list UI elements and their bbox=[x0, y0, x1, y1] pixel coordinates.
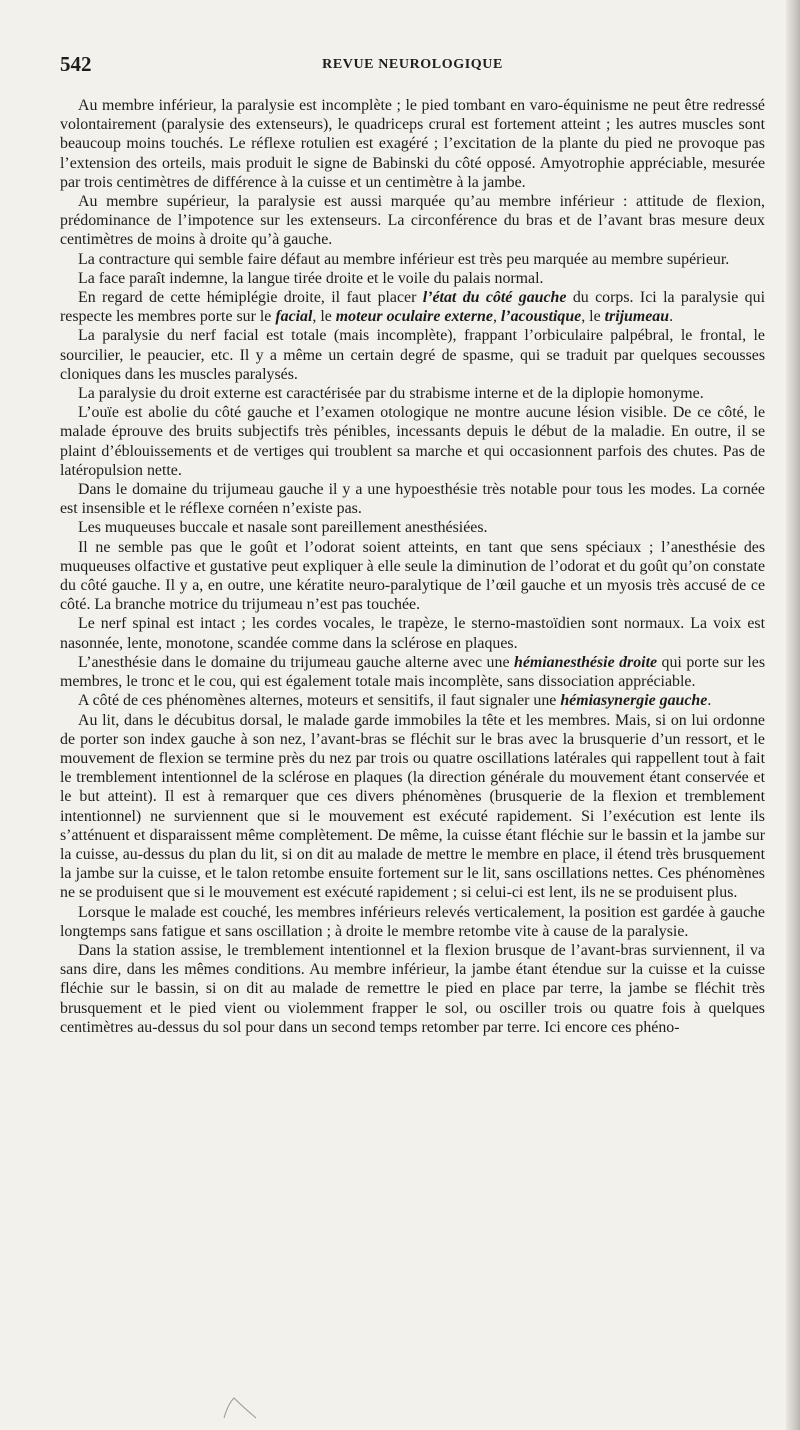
paragraph-upper-limb: Au membre supérieur, la paralysie est aussi marquée qu’au membre inférieur : attitude de flexion, prédominance de l’impotence sur les extenseurs. La circonférence du bras et de l’avant bras mesure deux centimètres de moins à droite qu’à gauche. bbox=[60, 193, 765, 249]
running-title: REVUE NEUROLOGIQUE bbox=[322, 57, 503, 72]
emphasis-trijumeau: trijumeau bbox=[604, 308, 670, 326]
text-run: . bbox=[707, 692, 712, 710]
text-run: qui porte sur les membres, le tronc et le cou, qui est également totale mais incomplète, sans dissociation appréciable. bbox=[60, 653, 765, 691]
paragraph-lower-limb: Au membre inférieur, la paralysie est incomplète ; le pied tombant en varo-équinisme ne peut être redressé volontairement (paralysie des extenseurs), le quadriceps crural est fortement atteint ; les autres muscles sont beaucoup moins touchés. Le réflexe rotulien est exagéré ; l’excitation de la plante du pied ne provoque pas l’extension des orteils, mais produit le signe de Babinski du côté opposé. Amyotrophie appréciable, mesurée par trois centimètres de différence à la cuisse et un centimètre à la jambe. bbox=[60, 97, 765, 191]
emphasis-etat-cote-gauche: l’état du côté gauche bbox=[422, 289, 567, 307]
paragraph-hemiasynergy bbox=[60, 691, 765, 710]
paragraph-lying-position: Lorsque le malade est couché, les membres inférieurs relevés verticalement, la position est gardée à gauche longtemps sans fatigue et sans oscillation ; à droite le membre retombe vite à cause de la paralysie. bbox=[60, 903, 765, 940]
paragraph-facial-nerve: La paralysie du nerf facial est totale (mais incomplète), frappant l’orbiculaire palpébral, le frontal, le sourcilier, le peaucier, etc. Il y a même un certain degré de spasme, qui se traduit par quelques secousses cloniques dans les muscles paralysés. bbox=[60, 327, 765, 383]
text-run: A côté de ces phénomènes alternes, moteurs et sensitifs, il faut signaler une bbox=[78, 692, 561, 710]
emphasis-moteur-oculaire: moteur oculaire externe bbox=[335, 308, 493, 326]
paragraph-hearing: L’ouïe est abolie du côté gauche et l’examen otologique ne montre aucune lésion visible. De ce côté, le malade éprouve des bruits subjectifs très pénibles, incessants depuis le début de la maladie. En outre, il se plaint d’éblouissements et de vertiges qui troublent sa marche et qui occasionnent parfois des chutes. Pas de latéropulsion nette. bbox=[60, 404, 765, 479]
pencil-mark-decoration bbox=[222, 1392, 262, 1422]
paragraph-mucosa: Les muqueuses buccale et nasale sont pareillement anesthésiées. bbox=[78, 519, 488, 537]
paragraph-contracture: La contracture qui semble faire défaut au membre inférieur est très peu marquée au membre supérieur. bbox=[78, 250, 730, 268]
paragraph-sitting-station: Dans la station assise, le tremblement intentionnel et la flexion brusque de l’avant-bras surviennent, il va sans dire, dans les mêmes conditions. Au membre inférieur, la jambe étant étendue sur la cuisse et la cuisse fléchie sur le bassin, si on dit au malade de remettre le pied en place par terre, la jambe se fléchit très brusquement et le pied vient ou violemment frapper le sol, ou osciller trois ou quatre fois à quelques centimètres au-dessus du sol pour dans un second temps retomber par terre. Ici encore ces phéno- bbox=[60, 941, 765, 1036]
text-run: , le bbox=[581, 308, 605, 326]
text-run: L’anesthésie dans le domaine du trijumeau gauche alterne avec une bbox=[78, 653, 514, 671]
text-run: . bbox=[669, 308, 674, 326]
paragraph-trigeminal: Dans le domaine du trijumeau gauche il y a une hypoesthésie très notable pour tous les modes. La cornée est insensible et le réflexe cornéen n’existe pas. bbox=[60, 481, 765, 518]
page-number: 542 bbox=[60, 52, 92, 76]
text-run: du corps. Ici la paralysie qui respecte les membres porte sur le bbox=[60, 289, 765, 326]
paragraph-taste-smell: Il ne semble pas que le goût et l’odorat soient atteints, en tant que sens spéciaux ; l’anesthésie des muqueuses olfactive et gustative peut expliquer à elle seule la diminution de l’odorat et du goût qu’on constate du côté gauche. Il y a, en outre, une kératite neuro-paralytique de l’œil gauche et un myosis très accusé de ce côté. La branche motrice du trijumeau n’est pas touchée. bbox=[60, 538, 765, 614]
paragraph-droit-externe: La paralysie du droit externe est caractérisée par du strabisme interne et de la diplopie homonyme. bbox=[78, 385, 704, 403]
paragraph-hemianesthesia bbox=[60, 653, 765, 691]
scan-page-edge bbox=[786, 0, 800, 1430]
text-run: , bbox=[492, 308, 501, 326]
emphasis-acoustique: l’acoustique bbox=[500, 308, 582, 326]
article-body bbox=[60, 96, 765, 1037]
emphasis-facial: facial bbox=[275, 308, 313, 326]
paragraph-decubitus: Au lit, dans le décubitus dorsal, le malade garde immobiles la tête et les membres. Mais, si on lui ordonne de porter son index gauche à son nez, l’avant-bras se fléchit sur le bras avec la brusquerie d’un ressort, et le mouvement de flexion se termine près du nez par trois ou quatre oscillations latérales qui rappellent tout à fait le tremblement intentionnel de la sclérose en plaques (la direction générale du mouvement étant conservée et le but atteint). Il est à remarquer que ces divers phénomènes (brusquerie de la flexion et tremblement intentionnel) ne surviennent que si le mouvement est exécuté rapidement. Si l’exécution est lente ils s’atténuent et disparaissent même complètement. De même, la cuisse étant fléchie sur le bassin et la jambe sur la cuisse, au-dessus du plan du lit, si on dit au malade de mettre le membre en place, il étend très brusquement la jambe sur la cuisse, et le talon retombe ensuite fortement sur le lit, sans oscillations nettes. Ces phénomènes ne se produisent que si le mouvement est exécuté rapidement ; si celui-ci est lent, ils ne se produisent plus. bbox=[60, 711, 765, 902]
paragraph-spinal-nerve: Le nerf spinal est intact ; les cordes vocales, le trapèze, le sterno-mastoïdien sont normaux. La voix est nasonnée, lente, monotone, scandée comme dans la sclérose en plaques. bbox=[60, 615, 765, 652]
emphasis-hemiasynergie-gauche: hémiasynergie gauche bbox=[560, 692, 708, 710]
paragraph-face: La face paraît indemne, la langue tirée droite et le voile du palais normal. bbox=[78, 269, 544, 287]
emphasis-hemianesthesie-droite: hémianesthésie droite bbox=[513, 653, 658, 671]
text-run: En regard de cette hémiplégie droite, il faut placer bbox=[78, 289, 423, 307]
paragraph-left-side bbox=[60, 288, 765, 326]
text-run: , le bbox=[312, 308, 336, 326]
page-header bbox=[60, 52, 765, 78]
